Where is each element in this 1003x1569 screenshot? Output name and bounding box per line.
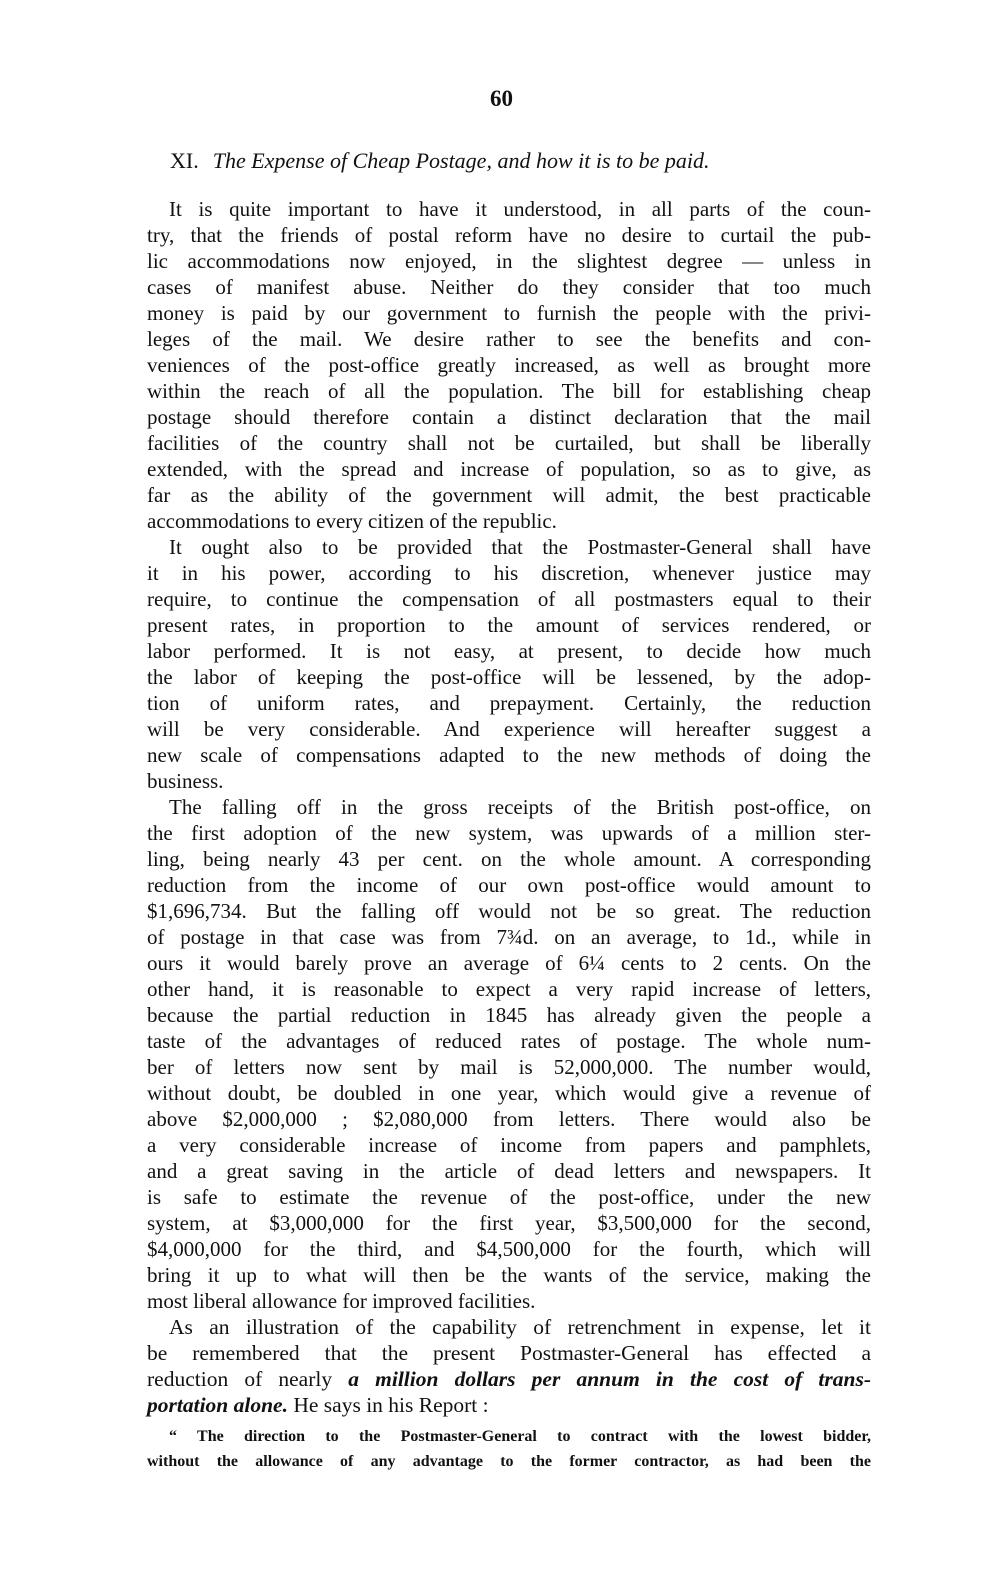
text-line: facilities of the country shall not be curtailed, but shall be liberally <box>147 431 871 455</box>
text-line: postage should therefore contain a distinct declaration that the mail <box>147 405 871 429</box>
paragraph <box>147 794 871 1314</box>
text-line: ling, being nearly 43 per cent. on the whole amount. A corresponding <box>147 847 871 871</box>
footnote-quote <box>147 1424 871 1474</box>
text-segment: He says in his Report : <box>287 1393 489 1417</box>
emphasis-text: a million dollars per annum in the cost of trans- <box>348 1367 871 1391</box>
text-line: reduction from the income of our own post-office would amount to <box>147 873 871 897</box>
section-title: The Expense of Cheap Postage, and how it is to be paid. <box>212 148 710 173</box>
text-line: the labor of keeping the post-office will be lessened, by the adop- <box>147 665 871 689</box>
text-line: the first adoption of the new system, was upwards of a million ster- <box>147 821 871 845</box>
section-heading <box>170 148 710 174</box>
text-line: most liberal allowance for improved facilities. <box>147 1289 536 1313</box>
body-text <box>147 196 871 1418</box>
text-line: lic accommodations now enjoyed, in the slightest degree — unless in <box>147 249 871 273</box>
text-line: extended, with the spread and increase of population, so as to give, as <box>147 457 871 481</box>
text-line: money is paid by our government to furnish the people with the privi- <box>147 301 871 325</box>
text-line: is safe to estimate the revenue of the post-office, under the new <box>147 1185 871 1209</box>
text-line: require, to continue the compensation of all postmasters equal to their <box>147 587 871 611</box>
text-line: a very considerable increase of income from papers and pamphlets, <box>147 1133 871 1157</box>
section-number: XI. <box>170 148 199 173</box>
text-line: be remembered that the present Postmaster-General has effected a <box>147 1341 871 1365</box>
text-segment: reduction of nearly <box>147 1367 349 1391</box>
text-line: $1,696,734. But the falling off would not be so great. The reduction <box>147 899 871 923</box>
text-line: leges of the mail. We desire rather to see the benefits and con- <box>147 327 871 351</box>
text-line: system, at $3,000,000 for the first year, $3,500,000 for the second, <box>147 1211 871 1235</box>
text-line: labor performed. It is not easy, at present, to decide how much <box>147 639 871 663</box>
text-line: taste of the advantages of reduced rates of postage. The whole num- <box>147 1029 871 1053</box>
text-line <box>147 1392 871 1418</box>
text-line: ber of letters now sent by mail is 52,000,000. The number would, <box>147 1055 871 1079</box>
text-line: business. <box>147 769 224 793</box>
text-line: As an illustration of the capability of retrenchment in expense, let it <box>169 1315 871 1339</box>
text-line <box>147 1366 871 1392</box>
text-line: above $2,000,000 ; $2,080,000 from letters. There would also be <box>147 1107 871 1131</box>
text-line: bring it up to what will then be the wants of the service, making the <box>147 1263 871 1287</box>
text-line: present rates, in proportion to the amount of services rendered, or <box>147 613 871 637</box>
text-line: new scale of compensations adapted to the new methods of doing the <box>147 743 871 767</box>
text-line: It is quite important to have it understood, in all parts of the coun- <box>169 197 871 221</box>
text-line: and a great saving in the article of dead letters and newspapers. It <box>147 1159 871 1183</box>
text-line: within the reach of all the population. The bill for establishing cheap <box>147 379 871 403</box>
text-line: because the partial reduction in 1845 has already given the people a <box>147 1003 871 1027</box>
page-number: 60 <box>490 86 513 111</box>
text-line: far as the ability of the government will admit, the best practicable <box>147 483 871 507</box>
text-line: of postage in that case was from 7¾d. on an average, to 1d., while in <box>147 925 871 949</box>
text-line: It ought also to be provided that the Postmaster-General shall have <box>169 535 871 559</box>
text-line: veniences of the post-office greatly increased, as well as brought more <box>147 353 871 377</box>
text-line: ours it would barely prove an average of 6¼ cents to 2 cents. On the <box>147 951 871 975</box>
paragraph <box>147 534 871 794</box>
emphasis-text: portation alone. <box>147 1393 288 1417</box>
text-line: will be very considerable. And experience will hereafter suggest a <box>147 717 871 741</box>
text-line: it in his power, according to his discretion, whenever justice may <box>147 561 871 585</box>
text-line: accommodations to every citizen of the republic. <box>147 509 557 533</box>
paragraph <box>147 1314 871 1418</box>
footnote-line: without the allowance of any advantage to the former contractor, as had been the <box>147 1453 871 1470</box>
text-line: other hand, it is reasonable to expect a very rapid increase of letters, <box>147 977 871 1001</box>
text-line: tion of uniform rates, and prepayment. Certainly, the reduction <box>147 691 871 715</box>
text-line: The falling off in the gross receipts of the British post-office, on <box>169 795 871 819</box>
text-line: try, that the friends of postal reform have no desire to curtail the pub- <box>147 223 871 247</box>
text-line: without doubt, be doubled in one year, which would give a revenue of <box>147 1081 871 1105</box>
text-line: $4,000,000 for the third, and $4,500,000 for the fourth, which will <box>147 1237 871 1261</box>
footnote-line: “ The direction to the Postmaster-General to contract with the lowest bidder, <box>169 1428 871 1445</box>
paragraph <box>147 196 871 534</box>
text-line: cases of manifest abuse. Neither do they consider that too much <box>147 275 871 299</box>
